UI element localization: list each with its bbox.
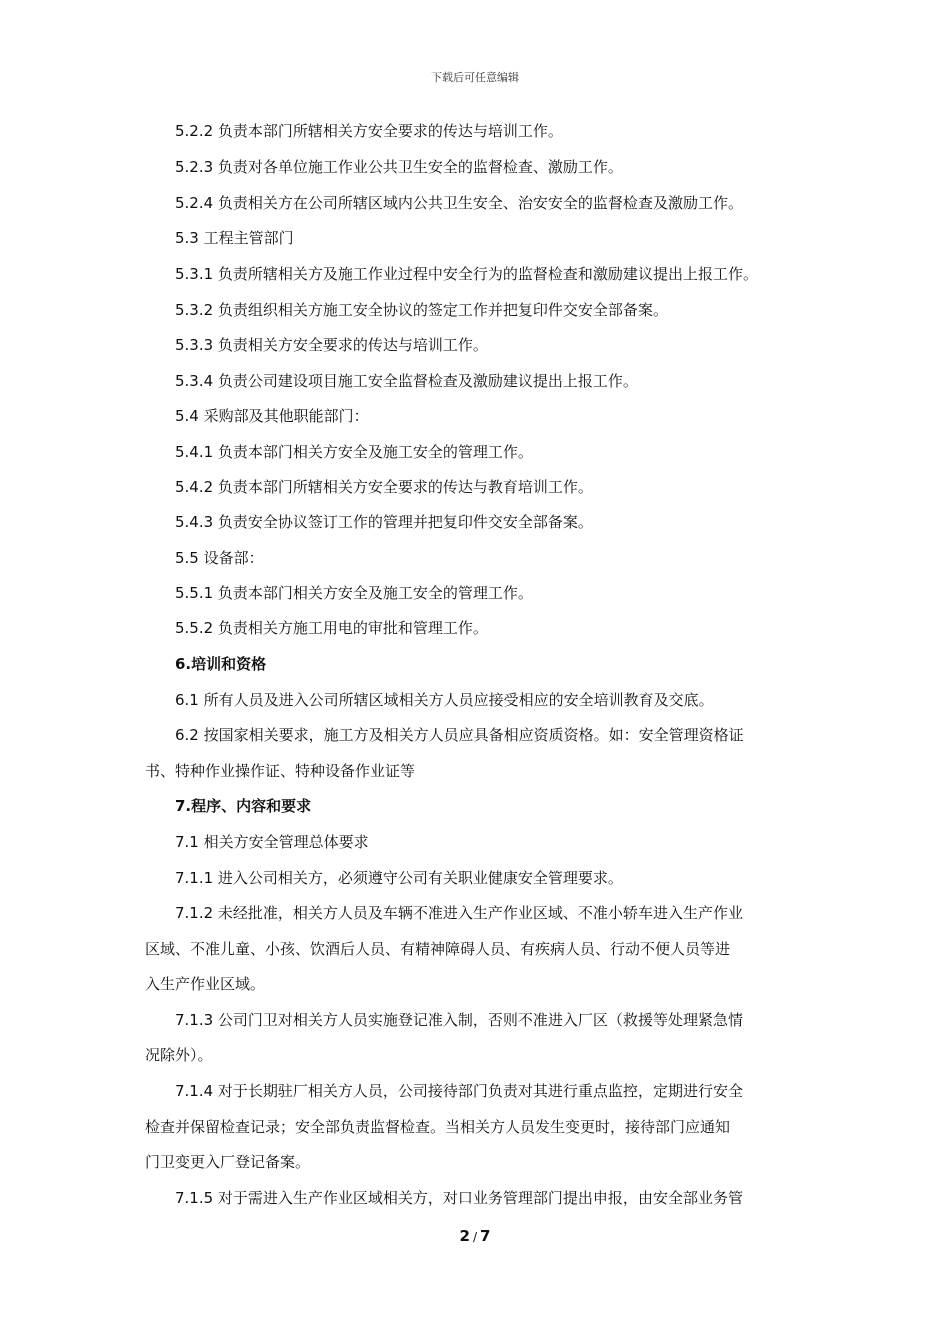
paragraph-5-4-3: 5.4.3 负责安全协议签订工作的管理并把复印件交安全部备案。: [175, 513, 593, 531]
paragraph-5-4-2: 5.4.2 负责本部门所辖相关方安全要求的传达与教育培训工作。: [175, 478, 593, 496]
section-heading-7-1: 7.1 相关方安全管理总体要求: [175, 833, 369, 851]
paragraph-5-2-2: 5.2.2 负责本部门所辖相关方安全要求的传达与培训工作。: [175, 122, 563, 140]
paragraph-5-2-3: 5.2.3 负责对各单位施工作业公共卫生安全的监督检查、激励工作。: [175, 158, 623, 176]
paragraph-5-3-3: 5.3.3 负责相关方安全要求的传达与培训工作。: [175, 336, 488, 354]
paragraph-7-1-4-line-3: 门卫变更入厂登记备案。: [145, 1153, 311, 1171]
page-number: [0, 1226, 950, 1247]
page-header: 下载后可任意编辑: [431, 71, 519, 84]
paragraph-5-3-4: 5.3.4 负责公司建设项目施工安全监督检查及激励建议提出上报工作。: [175, 372, 638, 390]
section-heading-5-4: 5.4 采购部及其他职能部门：: [175, 407, 369, 425]
paragraph-7-1-4-line-1: 7.1.4 对于长期驻厂相关方人员，公司接待部门负责对其进行重点监控，定期进行安全: [175, 1082, 743, 1100]
paragraph-7-1-2-line-3: 入生产作业区域。: [145, 975, 266, 993]
total-pages: 7: [480, 1227, 491, 1245]
paragraph-5-5-2: 5.5.2 负责相关方施工用电的审批和管理工作。: [175, 619, 488, 637]
paragraph-6-2-line-2: 书、特种作业操作证、特种设备作业证等: [145, 762, 416, 780]
paragraph-7-1-4-line-2: 检查并保留检查记录；安全部负责监督检查。当相关方人员发生变更时，接待部门应通知: [145, 1118, 731, 1136]
section-heading-6: 6.培训和资格: [175, 655, 267, 673]
paragraph-7-1-3-line-2: 况除外）。: [145, 1046, 213, 1064]
page-separator: /: [472, 1230, 478, 1244]
paragraph-7-1-1: 7.1.1 进入公司相关方，必须遵守公司有关职业健康安全管理要求。: [175, 869, 623, 887]
paragraph-5-2-4: 5.2.4 负责相关方在公司所辖区域内公共卫生安全、治安安全的监督检查及激励工作。: [175, 194, 743, 212]
paragraph-7-1-3-line-1: 7.1.3 公司门卫对相关方人员实施登记准入制，否则不准进入厂区（救援等处理紧急情: [175, 1011, 743, 1029]
paragraph-7-1-2-line-2: 区域、不准儿童、小孩、饮酒后人员、有精神障碍人员、有疾病人员、行动不便人员等进: [145, 940, 731, 958]
section-heading-7: 7.程序、内容和要求: [175, 797, 312, 815]
section-heading-5-5: 5.5 设备部：: [175, 549, 264, 567]
section-heading-5-3: 5.3 工程主管部门: [175, 229, 294, 247]
paragraph-6-1: 6.1 所有人员及进入公司所辖区域相关方人员应接受相应的安全培训教育及交底。: [175, 691, 714, 709]
paragraph-7-1-5-line-1: 7.1.5 对于需进入生产作业区域相关方，对口业务管理部门提出申报，由安全部业务管: [175, 1189, 743, 1207]
paragraph-5-3-1: 5.3.1 负责所辖相关方及施工作业过程中安全行为的监督检查和激励建议提出上报工作。: [175, 265, 758, 283]
paragraph-7-1-2-line-1: 7.1.2 未经批准，相关方人员及车辆不准进入生产作业区域、不准小轿车进入生产作业: [175, 904, 743, 922]
paragraph-5-3-2: 5.3.2 负责组织相关方施工安全协议的签定工作并把复印件交安全部备案。: [175, 301, 668, 319]
paragraph-5-4-1: 5.4.1 负责本部门相关方安全及施工安全的管理工作。: [175, 443, 533, 461]
current-page: 2: [459, 1227, 470, 1245]
paragraph-5-5-1: 5.5.1 负责本部门相关方安全及施工安全的管理工作。: [175, 584, 533, 602]
paragraph-6-2-line-1: 6.2 按国家相关要求，施工方及相关方人员应具备相应资质资格。如：安全管理资格证: [175, 726, 744, 744]
